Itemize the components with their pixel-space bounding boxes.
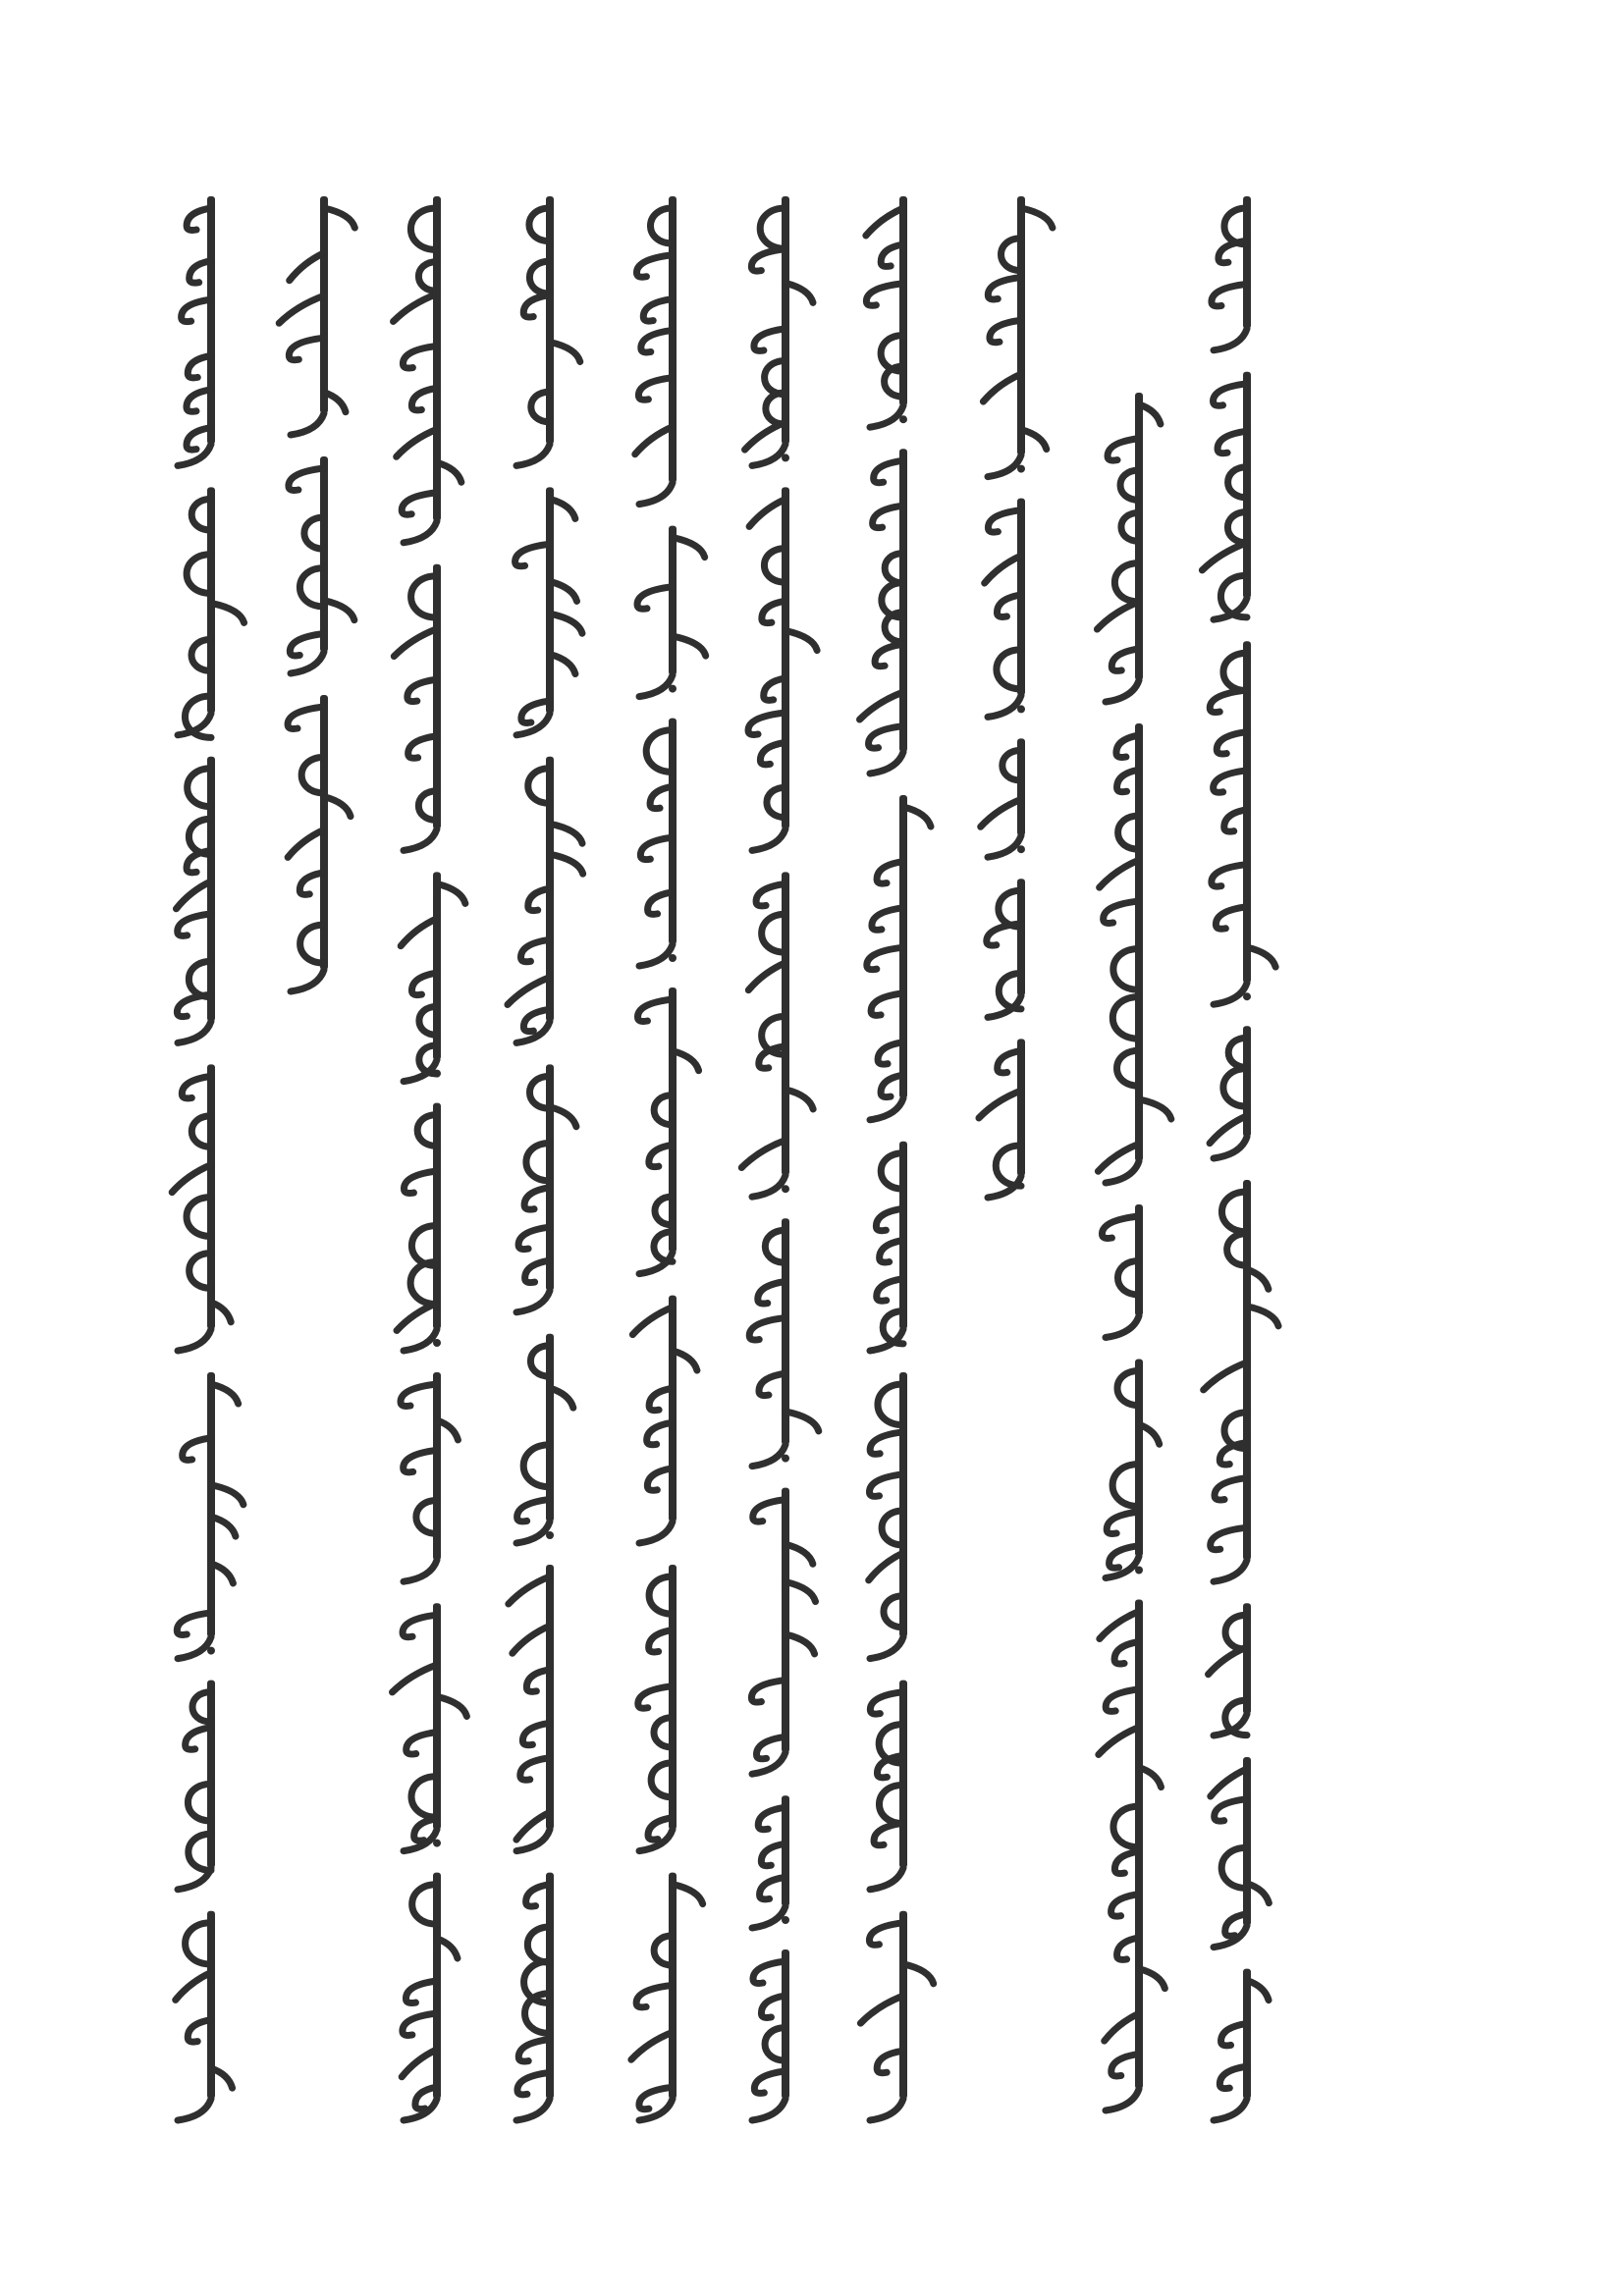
punctuation-mark [433,1070,441,1078]
word-stroke [207,757,215,1022]
glyph-stroke [550,824,582,843]
glyph-stroke [1217,732,1247,755]
word-stroke [1135,723,1143,1161]
punctuation-mark [782,1185,789,1193]
word-tail [1106,2089,1139,2110]
glyph-stroke [785,631,817,651]
glyph-stroke [785,1412,819,1431]
glyph-stroke [751,1681,785,1703]
glyph-stroke [523,295,550,318]
glyph-stroke [401,919,437,946]
glyph-stroke [517,1499,550,1522]
glyph-stroke [741,1141,785,1168]
punctuation-mark [433,1840,441,1847]
word-tail [988,695,1021,717]
glyph-stroke [785,1634,815,1654]
glyph-stroke [869,1923,903,1946]
glyph-stroke [643,299,673,322]
punctuation-mark [899,415,907,423]
word-stroke [782,487,789,828]
glyph-stroke [279,295,324,323]
glyph-stroke [985,556,1021,583]
word-tail [870,1637,903,1659]
word-tail [1106,680,1139,702]
word-tail [404,1560,437,1581]
glyph-stroke [211,1384,239,1404]
punctuation-mark [669,954,677,962]
word-tail [988,835,1021,857]
glyph-stroke [903,1964,934,1984]
word-stroke [546,1873,554,2099]
glyph-stroke [1202,543,1247,570]
word-tail [516,2099,550,2120]
glyph-stroke [406,1733,437,1755]
glyph-stroke [1218,431,1247,454]
glyph-stroke [1204,1362,1247,1390]
punctuation-mark [546,1531,554,1539]
glyph-stroke [636,1985,673,2007]
word-stroke [669,1565,677,1830]
glyph-stroke [646,730,673,773]
glyph-stroke [550,1107,576,1127]
glyph-stroke [1247,1307,1278,1326]
word-stroke [782,1488,789,1753]
glyph-stroke [875,644,903,667]
glyph-stroke [211,1485,244,1505]
glyph-stroke [508,977,550,1004]
word-tail [516,1291,550,1312]
word-tail [752,1175,785,1197]
glyph-stroke [177,994,211,1017]
punctuation-mark [782,1916,789,1924]
word-stroke [1135,1360,1143,1557]
glyph-stroke [748,713,785,735]
word-tail [178,1868,211,1890]
glyph-stroke [1215,1799,1247,1822]
word-tail [1214,1560,1247,1581]
word-stroke [899,1142,907,1329]
glyph-stroke [759,1373,785,1396]
glyph-stroke [182,299,211,322]
word-stroke [320,196,328,413]
word-stroke [669,196,677,483]
glyph-stroke [673,636,706,656]
glyph-stroke [988,277,1021,299]
word-tail [178,2099,211,2120]
text-column [631,196,706,2120]
glyph-stroke [869,726,903,749]
glyph-stroke [1105,2013,1139,2041]
word-stroke [433,1603,441,1829]
glyph-stroke [751,249,785,271]
word-tail [1214,329,1247,350]
word-tail [516,444,550,465]
glyph-stroke [394,629,437,657]
glyph-stroke [403,347,437,369]
glyph-stroke [785,283,813,302]
glyph-stroke [518,2040,550,2062]
glyph-stroke [182,1076,211,1098]
glyph-stroke [183,1438,211,1461]
punctuation-mark [207,1647,215,1655]
word-stroke [1243,1969,1251,2099]
text-column [172,196,244,2120]
glyph-stroke [638,1686,673,1709]
word-stroke [669,719,677,944]
glyph-stroke [1100,1612,1139,1639]
glyph-stroke [874,1823,903,1845]
glyph-stroke [754,2071,785,2094]
glyph-stroke [636,255,673,278]
glyph-stroke [403,2013,437,2036]
word-tail [870,405,903,427]
glyph-stroke [758,1282,785,1305]
glyph-stroke [637,999,673,1022]
word-stroke [782,1949,789,2099]
glyph-stroke [640,837,673,860]
glyph-stroke [877,1279,903,1302]
glyph-stroke [515,544,550,566]
glyph-stroke [869,1553,903,1580]
glyph-stroke [754,329,785,351]
glyph-stroke [756,883,785,906]
glyph-stroke [877,862,903,884]
word-tail [1214,2099,1247,2120]
glyph-stroke [749,1318,785,1341]
glyph-stroke [1210,690,1247,713]
word-stroke [669,988,677,1253]
glyph-stroke [520,939,550,962]
text-column [860,196,934,2120]
glyph-stroke [987,924,1021,946]
punctuation-mark [782,1455,789,1463]
glyph-stroke [748,963,785,990]
glyph-stroke [637,587,673,610]
glyph-stroke [1111,2054,1139,2076]
glyph-stroke [402,2050,437,2077]
punctuation-mark [433,1339,441,1347]
word-stroke [320,456,328,652]
glyph-stroke [550,614,582,633]
text-column [279,196,354,991]
glyph-stroke [1106,1689,1139,1712]
glyph-stroke [408,736,437,759]
word-tail [639,675,673,697]
glyph-stroke [1212,284,1247,306]
word-tail [752,828,785,850]
glyph-stroke [785,1582,816,1602]
glyph-stroke [1104,901,1139,924]
glyph-stroke [289,468,324,491]
glyph-stroke [860,692,903,720]
word-tail [870,2099,903,2120]
glyph-stroke [324,208,354,228]
word-stroke [433,1103,441,1329]
word-stroke [546,196,554,444]
punctuation-mark [669,685,677,693]
glyph-stroke [1215,1478,1247,1501]
word-tail [178,1637,211,1659]
glyph-stroke [1219,1443,1247,1466]
glyph-stroke [753,1500,785,1522]
word-stroke [546,1565,554,1830]
word-tail [988,455,1021,477]
glyph-stroke [866,284,903,306]
glyph-stroke [876,1208,903,1231]
glyph-stroke [401,1384,437,1407]
glyph-stroke [513,1626,550,1653]
glyph-stroke [1111,1895,1139,1917]
glyph-stroke [871,993,903,1016]
glyph-stroke [393,1665,437,1692]
glyph-stroke [172,1165,211,1193]
word-tail [1214,983,1247,1004]
glyph-stroke [324,601,354,620]
word-tail [404,828,437,850]
glyph-stroke [437,1696,466,1716]
glyph-stroke [176,1972,211,2000]
glyph-stroke [673,538,705,558]
glyph-stroke [749,499,785,526]
glyph-stroke [745,422,785,450]
glyph-stroke [397,429,437,456]
glyph-stroke [874,460,903,483]
punctuation-mark [1243,992,1251,1000]
word-tail [870,1098,903,1120]
text-column [1202,196,1278,2120]
text-column [393,196,467,2120]
glyph-stroke [1210,1116,1247,1144]
glyph-stroke [509,1576,550,1604]
word-tail [291,413,324,435]
word-stroke [669,526,677,675]
word-tail [404,521,437,543]
text-column [741,196,819,2120]
word-tail [1106,1316,1139,1338]
glyph-stroke [1107,1512,1139,1534]
glyph-stroke [1214,771,1247,793]
glyph-stroke [1100,860,1139,887]
word-tail [1214,1137,1247,1158]
glyph-stroke [1219,2066,1247,2089]
glyph-stroke [518,1227,550,1250]
glyph-stroke [758,1807,785,1830]
punctuation-mark [1017,845,1025,853]
word-stroke [899,1911,907,2099]
glyph-stroke [1112,1465,1139,1507]
glyph-stroke [290,633,324,656]
word-stroke [899,1681,907,1868]
glyph-stroke [177,1613,211,1635]
glyph-stroke [860,1996,903,2023]
glyph-stroke [979,1091,1021,1118]
glyph-stroke [638,378,673,400]
word-tail [752,1906,785,1928]
glyph-stroke [211,603,244,622]
glyph-stroke [437,883,465,903]
glyph-stroke [288,707,324,729]
glyph-stroke [870,1432,903,1455]
glyph-stroke [406,1981,437,2003]
glyph-stroke [404,1171,437,1194]
glyph-stroke [404,1450,437,1472]
word-tail [291,970,324,991]
glyph-stroke [1218,240,1247,262]
glyph-stroke [522,1723,550,1745]
glyph-stroke [877,2051,903,2073]
glyph-stroke [1213,384,1247,406]
punctuation-mark [1017,705,1025,713]
word-stroke [433,1873,441,2099]
word-tail [639,944,673,966]
glyph-stroke [631,2032,673,2059]
word-tail [870,752,903,774]
word-stroke [669,1296,677,1522]
glyph-stroke [869,1474,903,1497]
glyph-stroke [550,581,577,601]
word-stroke [1017,1039,1025,1176]
glyph-stroke [1021,208,1053,228]
word-stroke [1017,879,1025,995]
glyph-stroke [866,208,903,236]
punctuation-mark [1017,465,1025,473]
glyph-stroke [635,427,673,454]
punctuation-mark [1135,1567,1143,1575]
glyph-stroke [1097,602,1139,629]
word-stroke [1243,372,1251,598]
glyph-stroke [1112,996,1139,1039]
word-stroke [782,1795,789,1906]
glyph-stroke [550,342,580,361]
word-stroke [546,487,554,713]
glyph-stroke [870,1692,903,1715]
word-tail [752,444,785,465]
glyph-stroke [1111,649,1139,671]
glyph-stroke [867,947,903,970]
text-column [979,196,1053,1198]
glyph-stroke [785,1544,813,1564]
glyph-stroke [402,493,437,515]
glyph-stroke [1108,439,1139,461]
glyph-stroke [290,253,324,281]
word-tail [639,483,673,505]
word-stroke [207,1681,215,1868]
glyph-stroke [872,908,903,931]
glyph-stroke [903,807,931,827]
glyph-stroke [983,374,1021,401]
word-stroke [207,196,215,444]
word-stroke [782,196,789,444]
word-stroke [1243,1757,1251,1926]
word-tail [870,1868,903,1890]
word-tail [752,2099,785,2120]
glyph-stroke [403,1615,437,1637]
text-column [508,196,583,2120]
glyph-stroke [407,679,437,702]
glyph-stroke [523,1445,550,1487]
word-tail [639,1522,673,1543]
word-tail [178,1329,211,1351]
word-stroke [1243,196,1251,329]
glyph-stroke [1211,1769,1247,1796]
glyph-stroke [673,1885,703,1904]
glyph-stroke [1209,1647,1247,1675]
word-stroke [546,1334,554,1522]
glyph-stroke [990,320,1021,343]
glyph-stroke [753,1961,785,1984]
word-stroke [433,196,441,521]
glyph-stroke [178,914,211,936]
glyph-stroke [981,799,1021,827]
glyph-stroke [176,881,211,909]
glyph-stroke [550,854,583,874]
glyph-stroke [1139,1099,1171,1119]
glyph-stroke [288,829,324,857]
glyph-stroke [785,1090,813,1109]
word-stroke [207,1372,215,1637]
word-tail [178,1021,211,1042]
word-stroke [899,449,907,752]
glyph-stroke [1211,1527,1247,1550]
glyph-stroke [1102,1216,1139,1239]
text-column [1097,393,1170,2110]
glyph-stroke [1212,865,1247,887]
glyph-stroke [1247,947,1275,967]
glyph-stroke [988,510,1021,533]
glyph-stroke [324,797,351,817]
glyph-stroke [641,330,673,352]
word-tail [1106,1161,1139,1183]
word-tail [752,1445,785,1467]
glyph-stroke [517,2072,550,2095]
glyph-stroke [289,338,324,360]
glyph-stroke [1099,1727,1139,1754]
glyph-stroke [632,1308,673,1335]
glyph-stroke [873,506,903,528]
glyph-stroke [397,1303,437,1330]
punctuation-mark [782,454,789,461]
glyph-stroke [520,1758,550,1781]
glyph-stroke [394,294,437,321]
word-tail [404,1329,437,1351]
glyph-stroke [1216,907,1247,930]
